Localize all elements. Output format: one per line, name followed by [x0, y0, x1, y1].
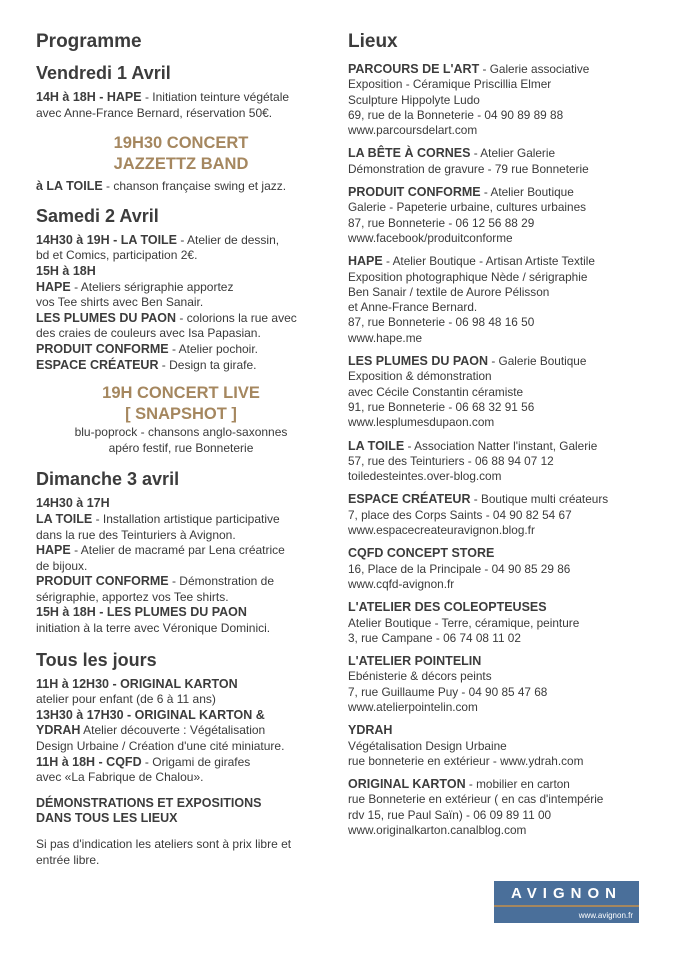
- venue-link: www.espacecreateuravignon.blog.fr: [348, 523, 535, 538]
- dimanche-line: initiation à la terre avec Véronique Dominici.: [36, 621, 271, 636]
- tous-line: 11H à 12H30 - ORIGINAL KARTON: [36, 676, 238, 691]
- concert-band: [ SNAPSHOT ]: [125, 405, 237, 424]
- tous-line: 11H à 18H - CQFD - Origami de girafes: [36, 754, 251, 769]
- dimanche-line: LA TOILE - Installation artistique participative: [36, 511, 280, 526]
- tous-line: 13H30 à 17H30 - ORIGINAL KARTON &: [36, 707, 265, 722]
- venue-cqfd: CQFD CONCEPT STORE 16, Place de la Principale - 04 90 85 29 86 www.cqfd-avignon.fr: [348, 546, 648, 592]
- demonstrations-heading: DÉMONSTRATIONS ET EXPOSITIONS: [36, 795, 262, 810]
- vendredi-line: 14H à 18H - HAPE - Initiation teinture végétale: [36, 90, 290, 104]
- concert-title: 19H CONCERT LIVE: [102, 384, 260, 403]
- samedi-title: Samedi 2 Avril: [36, 205, 159, 226]
- samedi-line: 14H30 à 19H - LA TOILE - Atelier de dessin,: [36, 232, 280, 247]
- venue-link: www.originalkarton.canalblog.com: [348, 823, 527, 838]
- samedi-line: vos Tee shirts avec Ben Sanair.: [36, 295, 204, 310]
- logo-accent-bar: [494, 905, 639, 907]
- tous-title: Tous les jours: [36, 649, 157, 670]
- vendredi-line: avec Anne-France Bernard, réservation 50€.: [36, 105, 273, 120]
- demonstrations-heading: DANS TOUS LES LIEUX: [36, 811, 178, 826]
- venue-karton: ORIGINAL KARTON - mobilier en carton rue Bonneterie en extérieur ( en cas d'intempérie rdv 15, rue Paul Saïn) - 06 09 89 11 00 www.originalkarton.canalblog.com: [348, 777, 648, 838]
- concert-venue: à LA TOILE - chanson française swing et jazz.: [36, 179, 287, 194]
- venue-espace: ESPACE CRÉATEUR - Boutique multi créateurs 7, place des Corps Saints - 04 90 82 54 67 www.espacecreateuravignon.blog.fr: [348, 492, 648, 538]
- footnote: entrée libre.: [36, 852, 100, 867]
- dimanche-line: dans la rue des Teinturiers à Avignon.: [36, 527, 236, 542]
- dimanche-line: 15H à 18H - LES PLUMES DU PAON: [36, 605, 247, 620]
- concert-band: JAZZETTZ BAND: [113, 155, 249, 174]
- venue-bete: LA BÊTE À CORNES - Atelier Galerie Démonstration de gravure - 79 rue Bonneterie: [348, 146, 589, 176]
- logo-url: www.avignon.fr: [578, 911, 633, 920]
- samedi-line: HAPE - Ateliers sérigraphie apportez: [36, 279, 234, 294]
- venue-link: www.parcoursdelart.com: [348, 123, 478, 138]
- venue-produit: PRODUIT CONFORME - Atelier Boutique Galerie - Papeterie urbaine, cultures urbaines 87, rue Bonneterie - 06 12 56 88 29 www.facebook/produitconforme: [348, 185, 648, 246]
- samedi-line: bd et Comics, participation 2€.: [36, 248, 198, 263]
- dimanche-line: 14H30 à 17H: [36, 496, 110, 511]
- lieux-title: Lieux: [348, 31, 398, 52]
- venue-link: www.hape.me: [348, 330, 423, 345]
- samedi-line: LES PLUMES DU PAON - colorions la rue avec: [36, 310, 297, 325]
- venue-hape: HAPE - Atelier Boutique - Artisan Artiste Textile Exposition photographique Nède / sérigraphie Ben Sanair / textile de Aurore Pélisson et Anne-France Bernard. 87, rue Bonneterie - 06 98 48 16 50 www.hape.me: [348, 254, 648, 346]
- footnote: Si pas d'indication les ateliers sont à prix libre et: [36, 837, 292, 851]
- samedi-line: ESPACE CRÉATEUR - Design ta girafe.: [36, 357, 257, 372]
- samedi-line: PRODUIT CONFORME - Atelier pochoir.: [36, 341, 259, 356]
- venue-toile: LA TOILE - Association Natter l'instant, Galerie 57, rue des Teinturiers - 06 88 94 07 12 toiledesteintes.over-blog.com: [348, 439, 648, 485]
- venue-link: toiledesteintes.over-blog.com: [348, 469, 502, 484]
- venue-plumes: LES PLUMES DU PAON - Galerie Boutique Exposition & démonstration avec Cécile Constantin céramiste 91, rue Bonneterie - 06 68 32 91 56 www.lesplumesdupaon.com: [348, 354, 648, 430]
- venue-ydrah: YDRAH Végétalisation Design Urbaine rue bonneterie en extérieur - www.ydrah.com: [348, 723, 584, 768]
- tous-line: Design Urbaine / Création d'une cité miniature.: [36, 739, 285, 754]
- venue-link: www.atelierpointelin.com: [348, 699, 478, 714]
- tous-line: YDRAH Atelier découverte : Végétalisation: [36, 723, 266, 738]
- venue-link: www.cqfd-avignon.fr: [348, 576, 455, 591]
- concert-description: apéro festif, rue Bonneterie: [108, 440, 254, 455]
- programme-title: Programme: [36, 31, 142, 52]
- avignon-logo: [494, 881, 639, 923]
- venue-parcours: PARCOURS DE L'ART - Galerie associative Exposition - Céramique Priscillia Elmer Sculpture Hippolyte Ludo 69, rue de la Bonneterie - 04 90 89 89 88 www.parcoursdelart.com: [348, 62, 648, 138]
- venue-link: www.lesplumesdupaon.com: [348, 415, 495, 430]
- tous-line: atelier pour enfant (de 6 à 11 ans): [36, 692, 216, 707]
- dimanche-title: Dimanche 3 avril: [36, 469, 180, 490]
- venue-pointelin: L'ATELIER POINTELIN Ebénisterie & décors peints 7, rue Guillaume Puy - 04 90 85 47 68 www.atelierpointelin.com: [348, 654, 648, 715]
- dimanche-line: de bijoux.: [36, 558, 88, 573]
- venue-coleopteuses: L'ATELIER DES COLEOPTEUSES Atelier Boutique - Terre, céramique, peinture 3, rue Campane - 06 74 08 11 02: [348, 600, 580, 645]
- dimanche-line: PRODUIT CONFORME - Démonstration de: [36, 574, 275, 589]
- concert-title: 19H30 CONCERT: [113, 134, 249, 153]
- samedi-line: des craies de couleurs avec Isa Papasian.: [36, 326, 261, 341]
- dimanche-line: HAPE - Atelier de macramé par Lena créatrice: [36, 543, 285, 558]
- programme-column: [36, 30, 326, 868]
- logo-word: AVIGNON: [511, 885, 622, 902]
- dimanche-line: sérigraphie, apportez vos Tee shirts.: [36, 589, 229, 604]
- concert-description: blu-poprock - chansons anglo-saxonnes: [74, 425, 288, 440]
- samedi-line: 15H à 18H: [36, 263, 96, 278]
- venue-link: www.facebook/produitconforme: [348, 230, 513, 245]
- vendredi-title: Vendredi 1 Avril: [36, 63, 171, 83]
- lieux-column: [348, 30, 648, 846]
- tous-line: avec «La Fabrique de Chalou».: [36, 770, 204, 785]
